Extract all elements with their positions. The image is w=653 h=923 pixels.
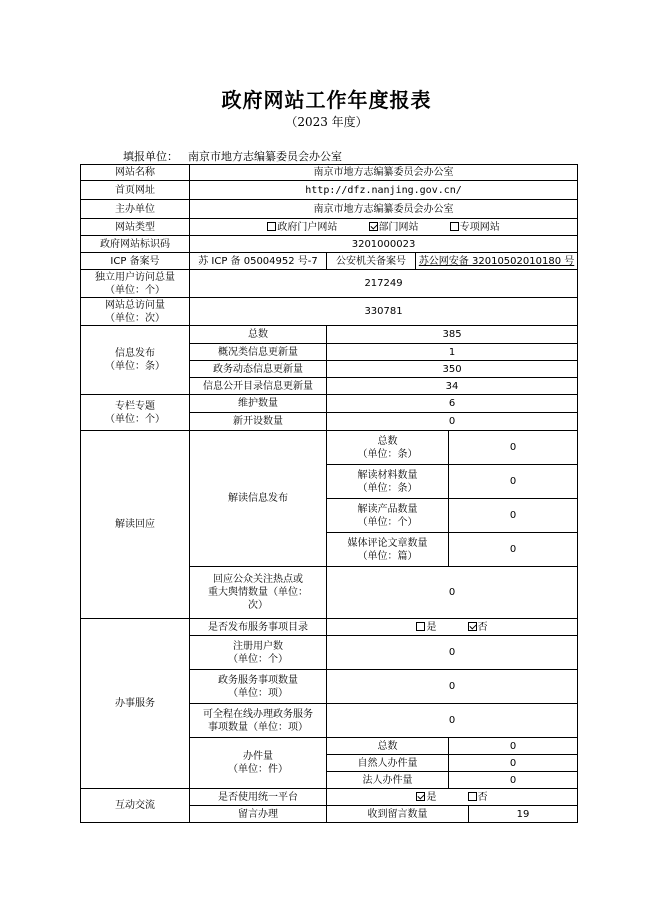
checkbox-special[interactable]	[450, 222, 459, 231]
site-id-label: 政府网站标识码	[81, 236, 190, 253]
interaction-message-label: 留言办理	[190, 806, 327, 823]
catalog-no-checkbox[interactable]	[468, 622, 477, 631]
catalog-no-option[interactable]: 否	[468, 622, 488, 633]
special-new-label: 新开设数量	[190, 413, 327, 431]
info-total-label: 总数	[190, 326, 327, 344]
report-table	[80, 164, 578, 823]
row-uv	[81, 270, 578, 298]
row-icp	[81, 253, 578, 270]
interpret-media-value: 0	[449, 533, 578, 567]
sponsor-label: 主办单位	[81, 200, 190, 219]
option-portal[interactable]: 政府门户网站	[267, 222, 337, 233]
row-interpret-total	[81, 431, 578, 465]
police-value: 苏公网安备 32010502010180 号	[416, 253, 578, 270]
option-department[interactable]: 部门网站	[369, 222, 419, 233]
handled-natural-value: 0	[449, 755, 578, 772]
handled-label: 办件量 （单位：件）	[190, 738, 327, 789]
info-total-value: 385	[327, 326, 578, 344]
row-info-total	[81, 326, 578, 344]
site-name-value: 南京市地方志编纂委员会办公室	[190, 165, 578, 181]
info-overview-label: 概况类信息更新量	[190, 344, 327, 361]
info-news-value: 350	[327, 361, 578, 378]
service-online-value: 0	[327, 704, 578, 738]
page-subtitle: （2023 年度）	[285, 115, 368, 129]
service-catalog-label: 是否发布服务事项目录	[190, 619, 327, 636]
special-label: 专栏专题 （单位：个）	[81, 395, 190, 431]
site-type-options	[190, 219, 578, 236]
police-label: 公安机关备案号	[327, 253, 416, 270]
interpret-media-label: 媒体评论文章数量 （单位：篇）	[327, 533, 449, 567]
catalog-yes-option[interactable]: 是	[416, 622, 436, 633]
homepage-value: http://dfz.nanjing.gov.cn/	[190, 181, 578, 200]
interaction-platform-options	[327, 789, 578, 806]
site-type-label: 网站类型	[81, 219, 190, 236]
special-maintain-label: 维护数量	[190, 395, 327, 413]
reporting-unit	[123, 148, 352, 164]
interpret-total-value: 0	[449, 431, 578, 465]
interpret-product-value: 0	[449, 499, 578, 533]
interaction-platform-label: 是否使用统一平台	[190, 789, 327, 806]
row-sponsor	[81, 200, 578, 219]
service-catalog-options	[327, 619, 578, 636]
info-open-value: 34	[327, 378, 578, 395]
special-new-value: 0	[327, 413, 578, 431]
row-service-catalog	[81, 619, 578, 636]
service-online-label: 可全程在线办理政务服务 事项数量（单位：项）	[190, 704, 327, 738]
row-special-maintain	[81, 395, 578, 413]
row-site-name	[81, 165, 578, 181]
interpret-total-label: 总数 （单位：条）	[327, 431, 449, 465]
site-id-value: 3201000023	[190, 236, 578, 253]
reporting-unit-label: 填报单位：	[123, 150, 178, 163]
service-items-value: 0	[327, 670, 578, 704]
sponsor-value: 南京市地方志编纂委员会办公室	[190, 200, 578, 219]
info-news-label: 政务动态信息更新量	[190, 361, 327, 378]
platform-no-checkbox[interactable]	[468, 792, 477, 801]
info-open-label: 信息公开目录信息更新量	[190, 378, 327, 395]
service-users-value: 0	[327, 636, 578, 670]
info-overview-value: 1	[327, 344, 578, 361]
homepage-label: 首页网址	[81, 181, 190, 200]
handled-total-label: 总数	[327, 738, 449, 755]
handled-legal-value: 0	[449, 772, 578, 789]
interaction-received-label: 收到留言数量	[327, 806, 469, 823]
interpret-product-label: 解读产品数量 （单位：个）	[327, 499, 449, 533]
platform-yes-option[interactable]: 是	[416, 792, 436, 803]
service-items-label: 政务服务事项数量 （单位：项）	[190, 670, 327, 704]
special-maintain-value: 6	[327, 395, 578, 413]
interpret-publish-label: 解读信息发布	[190, 431, 327, 567]
uv-label: 独立用户访问总量 （单位：个）	[81, 270, 190, 298]
pv-value: 330781	[190, 298, 578, 326]
site-name-label: 网站名称	[81, 165, 190, 181]
platform-yes-checkbox[interactable]	[416, 792, 425, 801]
handled-legal-label: 法人办件量	[327, 772, 449, 789]
info-publish-label: 信息发布 （单位：条）	[81, 326, 190, 395]
platform-no-option[interactable]: 否	[468, 792, 488, 803]
icp-label: ICP 备案号	[81, 253, 190, 270]
reporting-unit-value: 南京市地方志编纂委员会办公室	[188, 150, 342, 163]
interpret-material-label: 解读材料数量 （单位：条）	[327, 465, 449, 499]
checkbox-department[interactable]	[369, 222, 378, 231]
icp-value: 苏 ICP 备 05004952 号-7	[190, 253, 327, 270]
uv-value: 217249	[190, 270, 578, 298]
interpret-response-label: 回应公众关注热点或 重大舆情数量（单位： 次）	[190, 567, 327, 619]
row-homepage	[81, 181, 578, 200]
interpret-response-value: 0	[327, 567, 578, 619]
service-label: 办事服务	[81, 619, 190, 789]
interaction-label: 互动交流	[81, 789, 190, 823]
row-site-id	[81, 236, 578, 253]
interpret-label: 解读回应	[81, 431, 190, 619]
pv-label: 网站总访问量 （单位：次）	[81, 298, 190, 326]
interaction-received-value: 19	[469, 806, 578, 823]
handled-natural-label: 自然人办件量	[327, 755, 449, 772]
row-interaction-platform	[81, 789, 578, 806]
handled-total-value: 0	[449, 738, 578, 755]
row-pv	[81, 298, 578, 326]
service-users-label: 注册用户数 （单位：个）	[190, 636, 327, 670]
option-special[interactable]: 专项网站	[450, 222, 500, 233]
page-title: 政府网站工作年度报表	[221, 88, 432, 112]
interpret-material-value: 0	[449, 465, 578, 499]
catalog-yes-checkbox[interactable]	[416, 622, 425, 631]
checkbox-portal[interactable]	[267, 222, 276, 231]
row-site-type	[81, 219, 578, 236]
